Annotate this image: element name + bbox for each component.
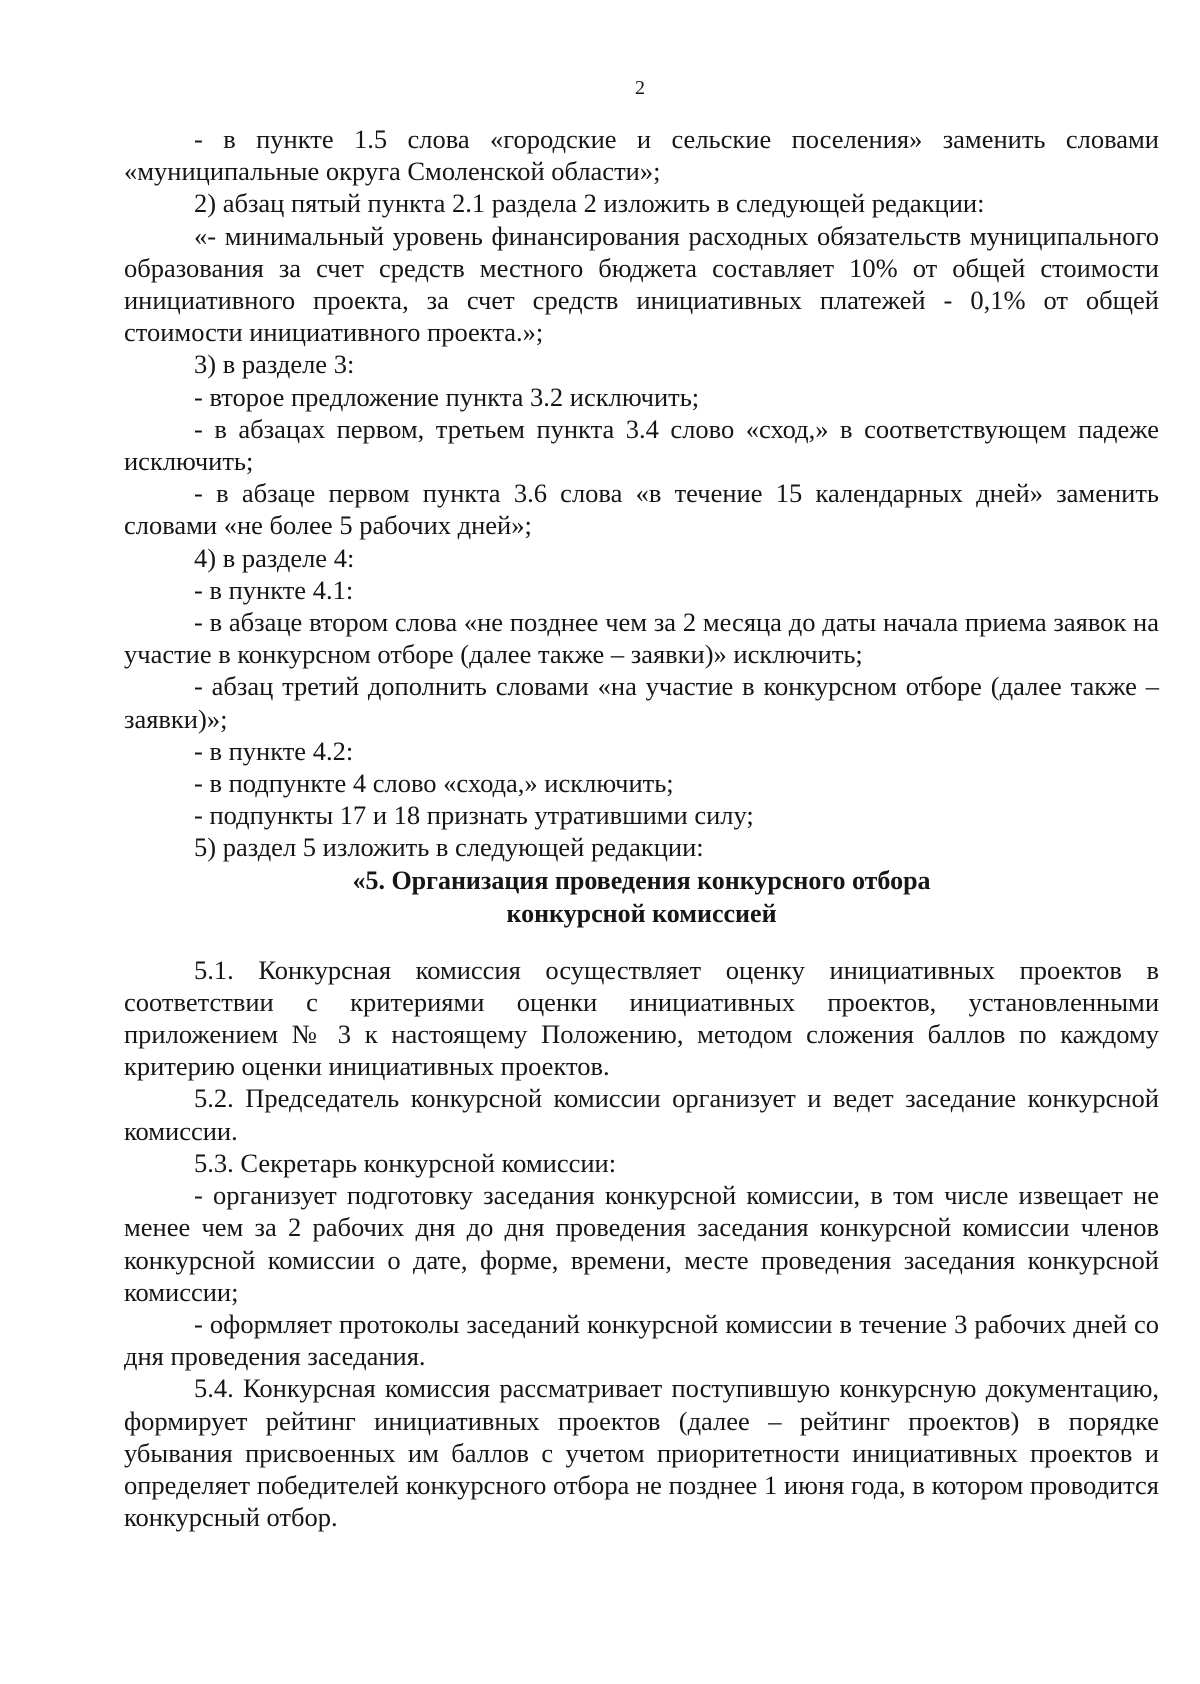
paragraph: - подпункты 17 и 18 признать утратившими силу; bbox=[194, 800, 754, 831]
paragraph: - в абзаце втором слова «не позднее чем за 2 месяца до даты начала приема заявок на участие в конкурсном отборе (далее также – заявки)» исключить; bbox=[124, 607, 1159, 670]
paragraph: - в пункте 4.2: bbox=[194, 735, 354, 766]
page-number: 2 bbox=[635, 77, 645, 99]
paragraph: - в пункте 1.5 слова «городские и сельские поселения» заменить словами «муниципальные округа Смоленской области»; bbox=[124, 124, 1159, 187]
paragraph: - в абзаце первом пункта 3.6 слова «в течение 15 календарных дней» заменить словами «не более 5 рабочих дней»; bbox=[124, 478, 1159, 541]
paragraph: - абзац третий дополнить словами «на участие в конкурсном отборе (далее также – заявки)»; bbox=[124, 671, 1159, 734]
paragraph: «- минимальный уровень финансирования расходных обязательств муниципального образования за счет средств местного бюджета составляет 10% от общей стоимости инициативного проекта, за счет средств инициативных платежей - 0,1% от общей стоимости инициативного проекта.»; bbox=[124, 220, 1159, 348]
paragraph: 5) раздел 5 изложить в следующей редакции: bbox=[194, 832, 704, 863]
section-heading: конкурсной комиссией bbox=[506, 898, 777, 928]
paragraph: - второе предложение пункта 3.2 исключить; bbox=[194, 381, 700, 412]
paragraph: - в абзацах первом, третьем пункта 3.4 слово «сход,» в соответствующем падеже исключить; bbox=[124, 413, 1159, 477]
paragraph: 5.3. Секретарь конкурсной комиссии: bbox=[194, 1147, 617, 1178]
paragraph: - в подпункте 4 слово «схода,» исключить; bbox=[194, 768, 674, 799]
paragraph: - в пункте 4.1: bbox=[194, 574, 354, 605]
paragraph: 5.2. Председатель конкурсной комиссии организует и ведет заседание конкурсной комиссии. bbox=[124, 1083, 1159, 1146]
paragraph: 5.4. Конкурсная комиссия рассматривает поступившую конкурсную документацию, формирует рейтинг инициативных проектов (далее – рейтинг проектов) в порядке убывания присвоенных им баллов с учетом приоритетности инициативных проектов и определяет победителей конкурсного отбора не позднее 1 июня года, в котором проводится конкурсный отбор. bbox=[124, 1373, 1159, 1533]
paragraph: - оформляет протоколы заседаний конкурсной комиссии в течение 3 рабочих дней со дня проведения заседания. bbox=[124, 1308, 1159, 1372]
section-heading: «5. Организация проведения конкурсного отбора bbox=[352, 865, 931, 895]
document-body bbox=[124, 123, 1159, 1533]
paragraph: 4) в разделе 4: bbox=[194, 542, 355, 573]
paragraph: - организует подготовку заседания конкурсной комиссии, в том числе извещает не менее чем за 2 рабочих дня до дня проведения заседания конкурсной комиссии членов конкурсной комиссии о дате, форме, времени, месте проведения заседания конкурсной комиссии; bbox=[124, 1180, 1159, 1307]
spacer bbox=[124, 930, 1159, 954]
paragraph: 2) абзац пятый пункта 2.1 раздела 2 изложить в следующей редакции: bbox=[194, 188, 985, 219]
paragraph: 5.1. Конкурсная комиссия осуществляет оценку инициативных проектов в соответствии с критериями оценки инициативных проектов, установленными приложением № 3 к настоящему Положению, методом сложения баллов по каждому критерию оценки инициативных проектов. bbox=[124, 954, 1159, 1082]
paragraph: 3) в разделе 3: bbox=[194, 349, 355, 380]
